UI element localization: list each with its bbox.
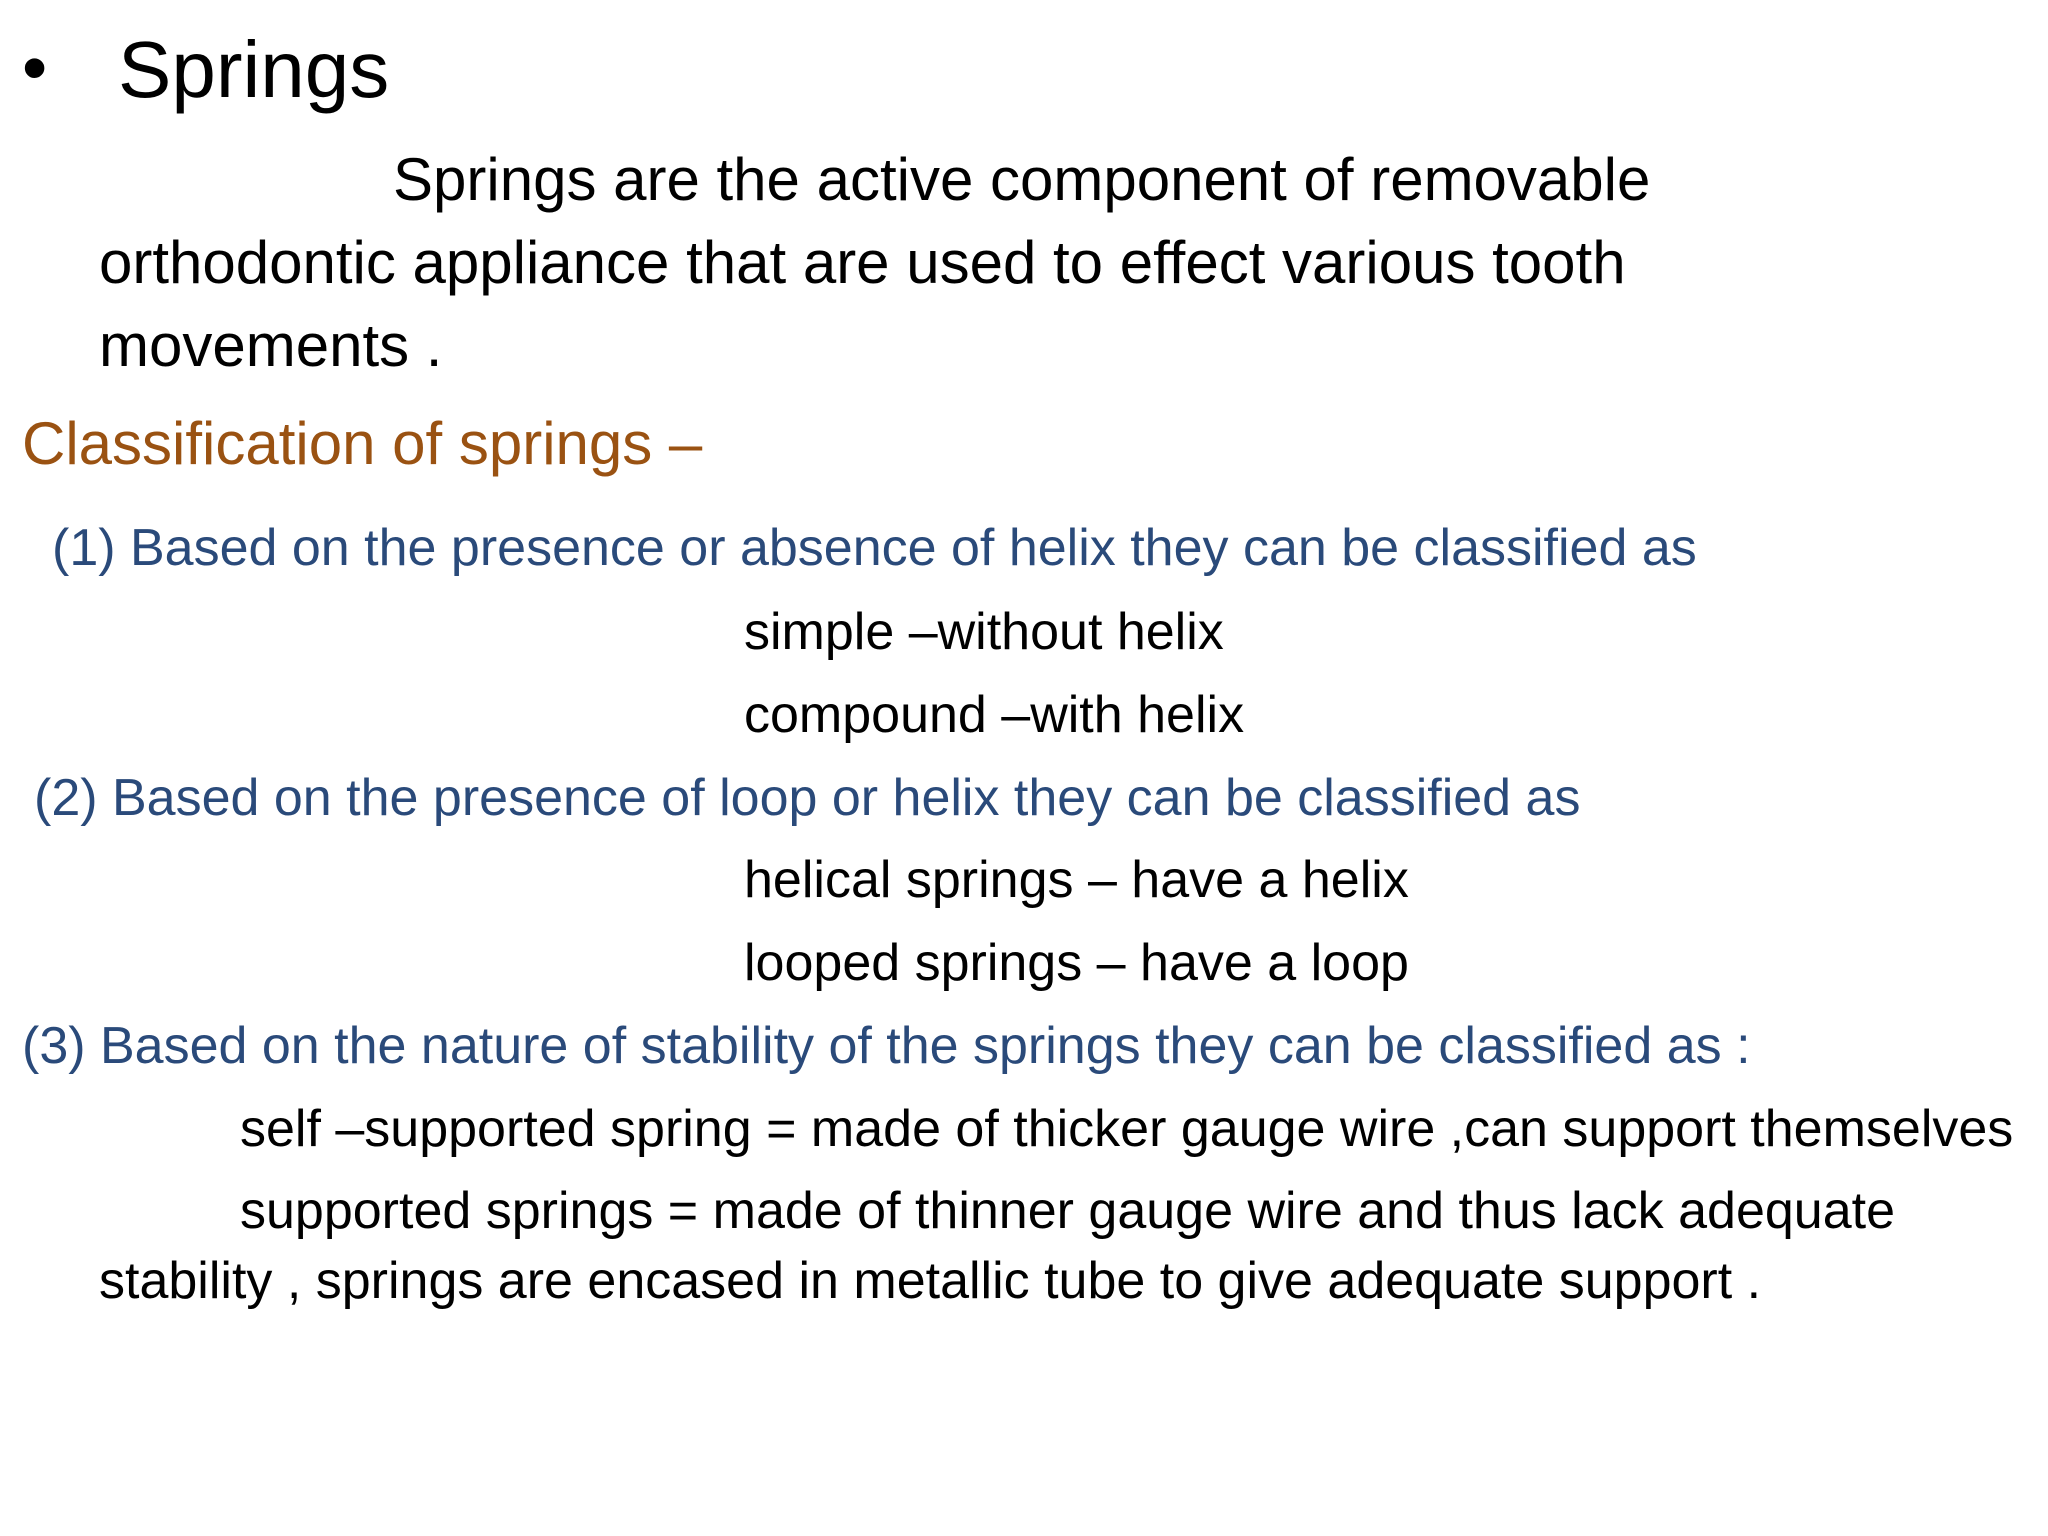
slide-title: Springs [118,25,390,114]
criterion-1-item-compound: compound –with helix [744,686,1245,744]
criterion-2-label: (2) Based on the presence of loop or helix they can be classified as [34,769,1581,827]
title-bullet: • [22,28,48,108]
criterion-2-item-helical: helical springs – have a helix [744,851,1409,909]
criterion-3-item-self-supported: self –supported spring = made of thicker gauge wire ,can support themselves [240,1100,2014,1158]
criterion-3-item-supported-continued: stability , springs are encased in metallic tube to give adequate support . [99,1252,1762,1310]
intro-line-1: Springs are the active component of removable [393,146,1651,213]
criterion-2-item-looped: looped springs – have a loop [744,934,1409,992]
intro-line-2: orthodontic appliance that are used to effect various tooth [99,229,1626,296]
criterion-1-label: (1) Based on the presence or absence of helix they can be classified as [52,519,1697,577]
classification-heading: Classification of springs – [22,410,703,477]
criterion-3-item-supported: supported springs = made of thinner gauge wire and thus lack adequate [240,1182,1895,1240]
criterion-3-label: (3) Based on the nature of stability of the springs they can be classified as : [22,1017,1751,1075]
criterion-1-item-simple: simple –without helix [744,603,1224,661]
intro-line-3: movements . [99,312,443,379]
